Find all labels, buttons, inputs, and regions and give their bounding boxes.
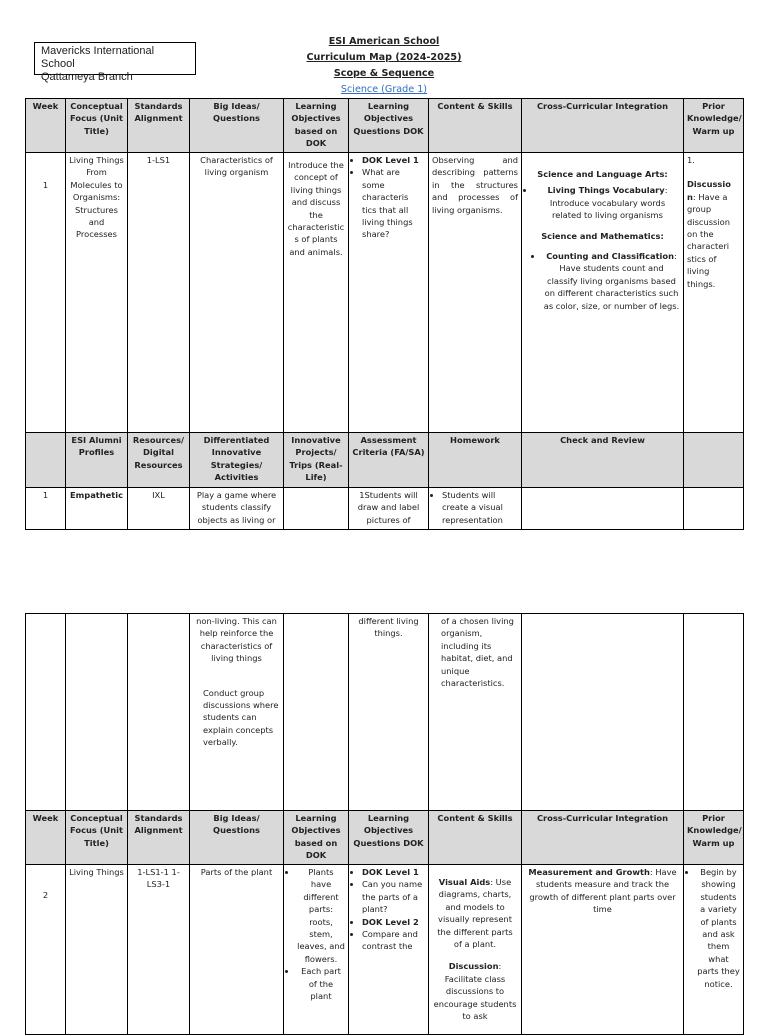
resources: IXL [128,488,190,530]
content-text: : Use diagrams, charts, and models to visually represent the different parts of a plant. [437,877,513,950]
standards-alignment: 1-LS1-1 1-LS3-1 [128,865,190,1035]
conceptual-focus: Living Things From Molecules to Organisms: Structures and Processes [66,153,128,433]
conceptual-focus: Living Things [66,865,128,1035]
objective-item: • Each part of the plant [297,965,345,1002]
week-number: 1 [26,488,66,530]
col-prior: Prior Knowledge/ Warm up [684,811,744,865]
content-title: Discussion [448,961,499,972]
activity-text: Conduct group discussions where students can explain concepts verbally. [203,687,279,748]
cross-heading-2: Science and Mathematics: [541,230,664,241]
header-map: Curriculum Map (2024-2025) [306,52,462,63]
homework-text: • Students will create a visual representation [442,489,518,526]
objective-questions [349,153,429,433]
cross-item-text: : Have students measure and track the growth of different plant parts over time [529,867,677,915]
objective-questions [349,865,429,1035]
col-conceptual: Conceptual Focus (Unit Title) [66,99,128,153]
branch-name: Qattameya Branch [41,71,133,83]
col-projects: Innovative Projects/ Trips (Real-Life) [284,433,349,488]
prior-text: • Begin by showing students a variety of plants and ask them what parts they notice. [697,866,740,990]
differentiated-activity [190,614,284,811]
week-number: 1 [26,153,66,433]
prior-knowledge [684,865,744,1035]
header-row-3 [26,811,744,865]
col-content: Content & Skills [429,99,522,153]
col-check-review: Check and Review [522,433,684,488]
differentiated-activity: Play a game where students classify objects as living or [190,488,284,530]
prior-number: 1. [687,155,695,165]
cross-item-title: Living Things Vocabulary [547,185,665,196]
prior-title: Discussio n [687,179,731,202]
content-text: : Facilitate class discussions to encourage students to ask [433,961,517,1022]
col-content: Content & Skills [429,811,522,865]
learning-objectives: Introduce the concept of living things and discuss the characteristic s of plants and animals. [284,153,349,433]
col-big-ideas: Big Ideas/ Questions [190,99,284,153]
curriculum-table-page2 [25,613,744,1035]
standards-alignment: 1-LS1 [128,153,190,433]
big-ideas: Characteristics of living organism [190,153,284,433]
dok-level: • DOK Level 2 [362,916,425,928]
big-ideas: Parts of the plant [190,865,284,1035]
question-text: • Compare and contrast the [362,928,425,953]
cross-item-text: : Introduce vocabulary words related to living organisms [549,185,668,221]
header-school: ESI American School [328,36,440,47]
col-differentiated: Differentiated Innovative Strategies/ Activities [190,433,284,488]
homework [429,488,522,530]
col-standards: Standards Alignment [128,99,190,153]
week1-row [26,153,744,433]
assessment-criteria: 1Students will draw and label pictures of [349,488,429,530]
dok-level: • DOK Level 1 [362,866,425,878]
col-loq-dok: Learning Objectives Questions DOK [349,99,429,153]
homework: of a chosen living organism, including its habitat, diet, and unique characteristics. [429,614,522,811]
assessment-criteria: different living things. [349,614,429,811]
cross-curricular [522,153,684,433]
col-homework: Homework [429,433,522,488]
prior-knowledge [684,153,744,433]
learning-objectives [284,865,349,1035]
col-conceptual: Conceptual Focus (Unit Title) [66,811,128,865]
week1-activities-row [26,488,744,530]
school-name-box [34,42,196,83]
alumni-profile: Empathetic [66,488,128,530]
activity-text: non-living. This can help reinforce the characteristics of living things [196,616,277,664]
header-scope: Scope & Sequence [333,68,435,79]
col-lo-dok: Learning Objectives based on DOK [284,811,349,865]
school-name: Mavericks International School [41,45,155,70]
content-title: Visual Aids [438,877,491,887]
prior-text: : Have a group discussion on the characteri stics of living things. [687,191,730,289]
curriculum-table-page1 [25,98,744,530]
document-header [284,34,484,98]
col-resources: Resources/ Digital Resources [128,433,190,488]
content-skills: Observing and describing patterns in the structures and processes of living organisms. [429,153,522,433]
header-row-1 [26,99,744,153]
week-number: 2 [26,865,66,1035]
dok-level: • DOK Level 1 [362,154,425,166]
cross-item-title: Measurement and Growth [528,867,650,877]
col-big-ideas: Big Ideas/ Questions [190,811,284,865]
question-text: • What are some characteris tics that all living things share? [362,166,425,240]
header-subject: Science (Grade 1) [340,84,428,95]
cross-heading-1: Science and Language Arts: [537,169,668,179]
col-alumni: ESI Alumni Profiles [66,433,128,488]
col-week: Week [26,811,66,865]
col-assessment: Assessment Criteria (FA/SA) [349,433,429,488]
cross-item-text: : Have students count and classify living organisms based on different characteristics such as color, size, or number of legs. [543,251,680,311]
cross-item-title: Counting and Classification [546,251,675,262]
col-week: Week [26,99,66,153]
objective-item: • Plants have different parts: roots, stem, leaves, and flowers. [297,866,345,965]
col-prior: Prior Knowledge/ Warm up [684,99,744,153]
col-standards: Standards Alignment [128,811,190,865]
question-text: • Can you name the parts of a plant? [362,878,425,915]
cross-curricular [522,865,684,1035]
col-cross: Cross-Curricular Integration [522,99,684,153]
col-cross: Cross-Curricular Integration [522,811,684,865]
col-lo-dok: Learning Objectives based on DOK [284,99,349,153]
content-skills [429,865,522,1035]
header-row-2 [26,433,744,488]
week2-row [26,865,744,1035]
col-loq-dok: Learning Objectives Questions DOK [349,811,429,865]
week1-activities-continued [26,614,744,811]
